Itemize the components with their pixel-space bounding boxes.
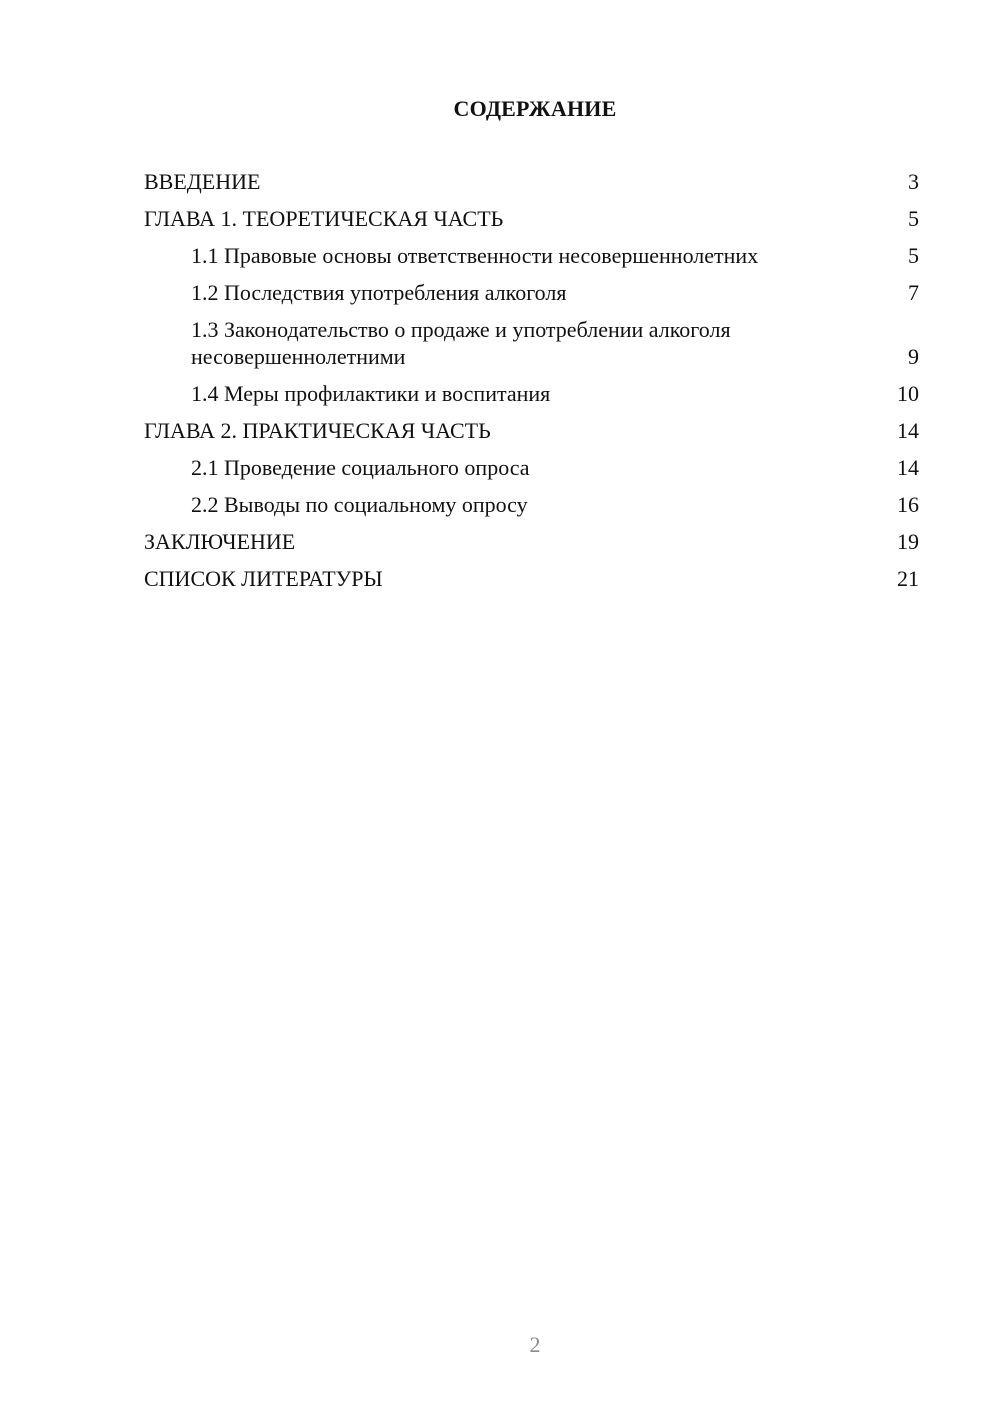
- toc-entry-section-1-4[interactable]: [144, 380, 919, 407]
- toc-entry-page: 3: [908, 169, 919, 194]
- page-number: 2: [529, 1332, 541, 1357]
- toc-entry-section-2-2[interactable]: [144, 491, 919, 518]
- toc-entry-chapter-2[interactable]: [144, 417, 919, 444]
- toc-entry-label: ГЛАВА 1. ТЕОРЕТИЧЕСКАЯ ЧАСТЬ: [144, 206, 504, 231]
- toc-entry-page: 5: [908, 206, 919, 231]
- toc-entry-page: 21: [897, 566, 919, 591]
- toc-entry-page: 10: [897, 381, 919, 406]
- toc-title: СОДЕРЖАНИЕ: [453, 96, 617, 121]
- toc-entry-label: 1.2 Последствия употребления алкоголя: [191, 280, 567, 305]
- toc-entry-page: 14: [897, 418, 919, 443]
- toc-entry-introduction[interactable]: [144, 168, 919, 195]
- toc-entry-page: 9: [908, 344, 919, 369]
- toc-entry-section-1-1[interactable]: [144, 242, 919, 269]
- toc-entry-references[interactable]: [144, 565, 919, 592]
- toc-entry-label: 1.1 Правовые основы ответственности несовершеннолетних: [191, 243, 759, 268]
- toc-entry-label: ВВЕДЕНИЕ: [144, 169, 261, 194]
- toc-entry-label: 2.2 Выводы по социальному опросу: [191, 492, 528, 517]
- toc-entry-label: 1.3 Законодательство о продаже и употреблении алкоголя несовершеннолетними: [191, 317, 731, 369]
- toc-entry-label: ЗАКЛЮЧЕНИЕ: [144, 529, 296, 554]
- toc-entry-page: 5: [908, 243, 919, 268]
- table-of-contents: [144, 168, 919, 602]
- toc-entry-chapter-1[interactable]: [144, 205, 919, 232]
- toc-entry-label: ГЛАВА 2. ПРАКТИЧЕСКАЯ ЧАСТЬ: [144, 418, 491, 443]
- toc-entry-label: СПИСОК ЛИТЕРАТУРЫ: [144, 566, 383, 591]
- toc-entry-label: 1.4 Меры профилактики и воспитания: [191, 381, 551, 406]
- toc-entry-section-2-1[interactable]: [144, 454, 919, 481]
- toc-entry-conclusion[interactable]: [144, 528, 919, 555]
- toc-entry-page: 14: [897, 455, 919, 480]
- toc-entry-page: 16: [897, 492, 919, 517]
- toc-entry-page: 19: [897, 529, 919, 554]
- toc-entry-page: 7: [908, 280, 919, 305]
- toc-entry-section-1-2[interactable]: [144, 279, 919, 306]
- toc-entry-section-1-3[interactable]: [144, 316, 919, 370]
- toc-entry-label: 2.1 Проведение социального опроса: [191, 455, 530, 480]
